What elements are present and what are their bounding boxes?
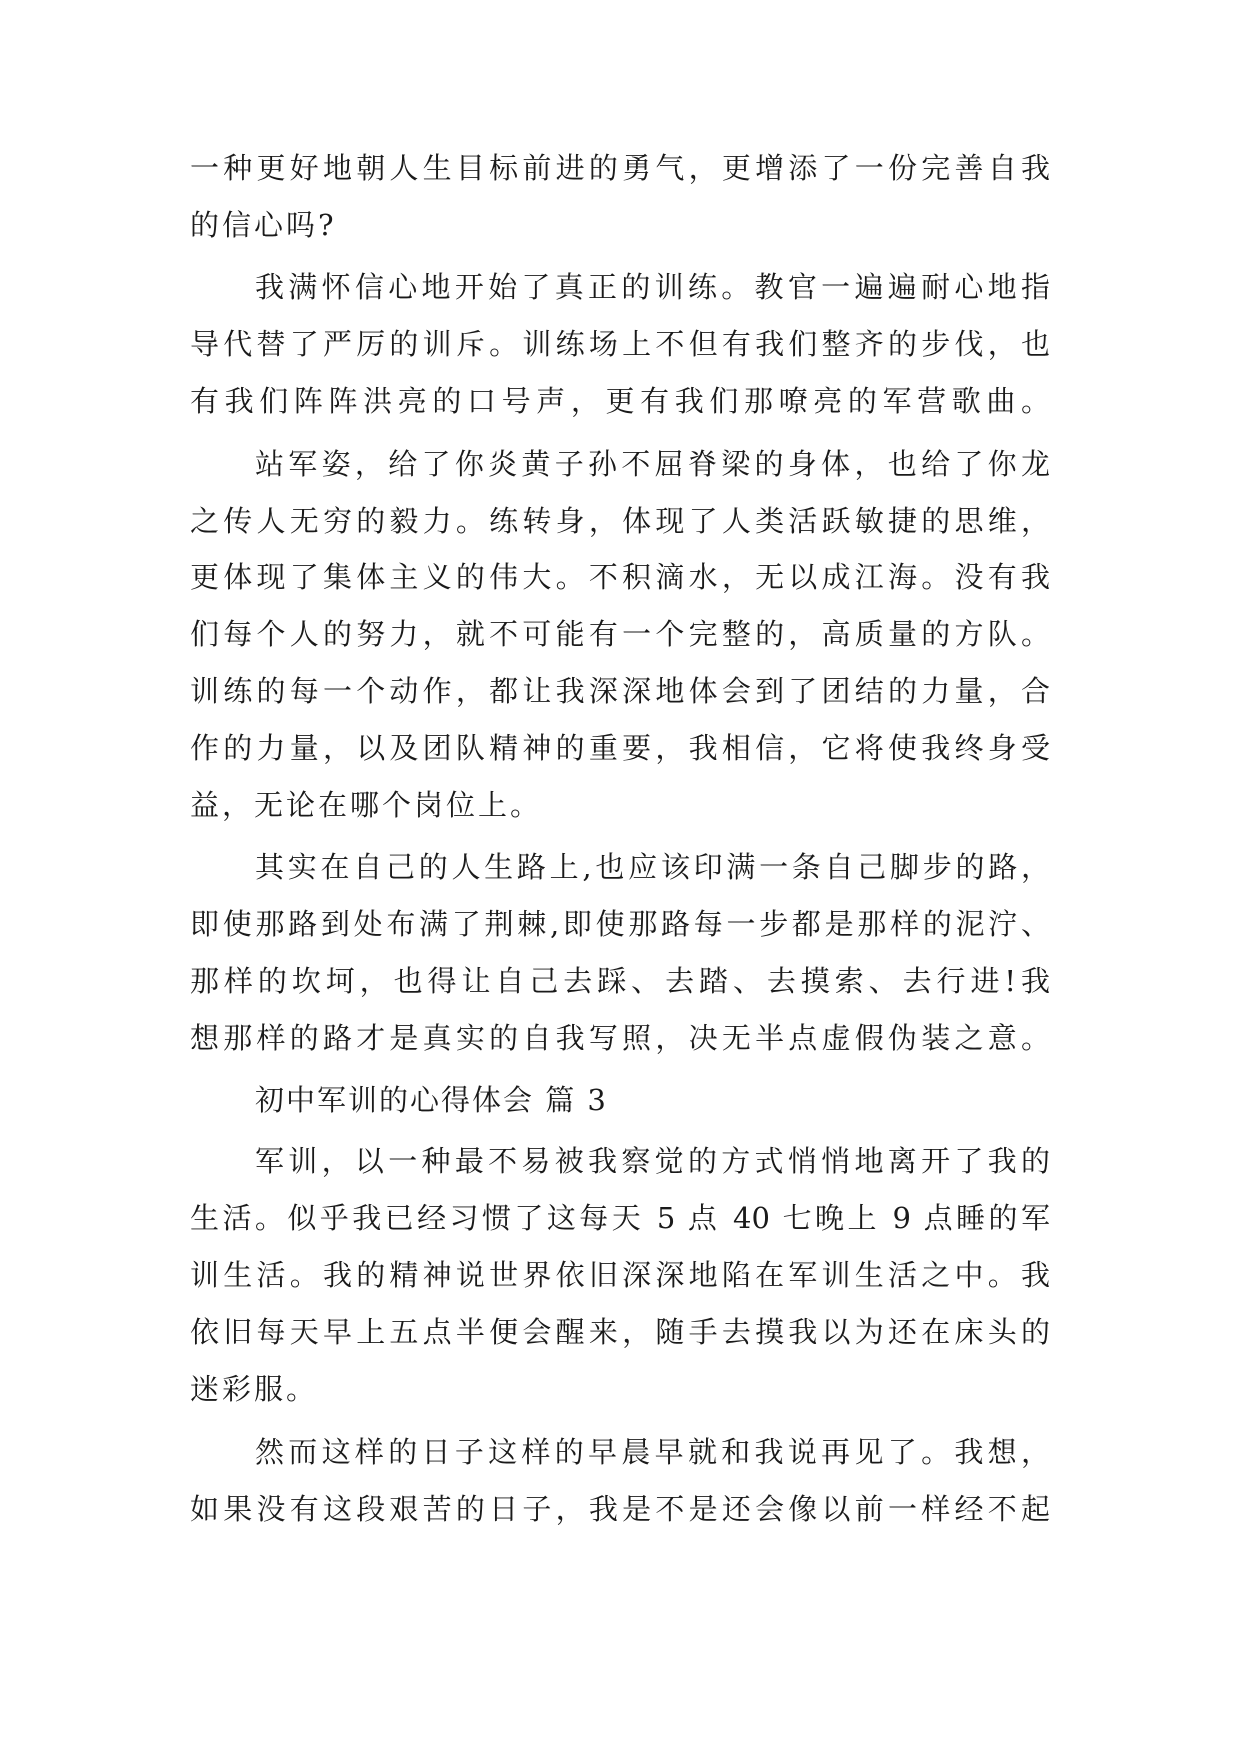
text-line: 生活。似乎我已经习惯了这每天 5 点 40 七晚上 9 点睡的军 — [190, 1201, 1050, 1235]
text-line: 更体现了集体主义的伟大。不积滴水，无以成江海。没有我 — [190, 560, 1050, 594]
text-line: 迷彩服。 — [190, 1372, 319, 1406]
text-line: 益，无论在哪个岗位上。 — [190, 788, 543, 822]
paragraph-first-line: 军训，以一种最不易被我察觉的方式悄悄地离开了我的 — [255, 1144, 1050, 1178]
text-line: 训生活。我的精神说世界依旧深深地陷在军训生活之中。我 — [190, 1258, 1050, 1292]
text-line: 有我们阵阵洪亮的口号声，更有我们那嘹亮的军营歌曲。 — [190, 384, 1050, 418]
paragraph-first-line: 其实在自己的人生路上,也应该印满一条自己脚步的路， — [255, 850, 1050, 884]
text-line: 一种更好地朝人生目标前进的勇气，更增添了一份完善自我 — [190, 151, 1050, 185]
text-line: 如果没有这段艰苦的日子，我是不是还会像以前一样经不起 — [190, 1492, 1050, 1526]
section-heading: 初中军训的心得体会 篇 3 — [255, 1083, 608, 1117]
paragraph-first-line: 我满怀信心地开始了真正的训练。教官一遍遍耐心地指 — [255, 270, 1050, 304]
text-line: 即使那路到处布满了荆棘,即使那路每一步都是那样的泥泞、 — [190, 907, 1050, 941]
text-line: 作的力量，以及团队精神的重要，我相信，它将使我终身受 — [190, 731, 1050, 765]
text-line: 那样的坎坷，也得让自己去踩、去踏、去摸索、去行进!我 — [190, 964, 1050, 998]
text-line: 训练的每一个动作，都让我深深地体会到了团结的力量，合 — [190, 674, 1050, 708]
text-line: 导代替了严厉的训斥。训练场上不但有我们整齐的步伐，也 — [190, 327, 1050, 361]
text-line: 依旧每天早上五点半便会醒来，随手去摸我以为还在床头的 — [190, 1315, 1050, 1349]
text-line: 的信心吗? — [190, 208, 337, 242]
text-line: 之传人无穷的毅力。练转身，体现了人类活跃敏捷的思维， — [190, 504, 1050, 538]
paragraph-first-line: 然而这样的日子这样的早晨早就和我说再见了。我想， — [255, 1435, 1050, 1469]
paragraph-first-line: 站军姿，给了你炎黄子孙不屈脊梁的身体，也给了你龙 — [255, 447, 1050, 481]
text-line: 想那样的路才是真实的自我写照，决无半点虚假伪装之意。 — [190, 1021, 1050, 1055]
text-line: 们每个人的努力，就不可能有一个完整的，高质量的方队。 — [190, 617, 1050, 651]
